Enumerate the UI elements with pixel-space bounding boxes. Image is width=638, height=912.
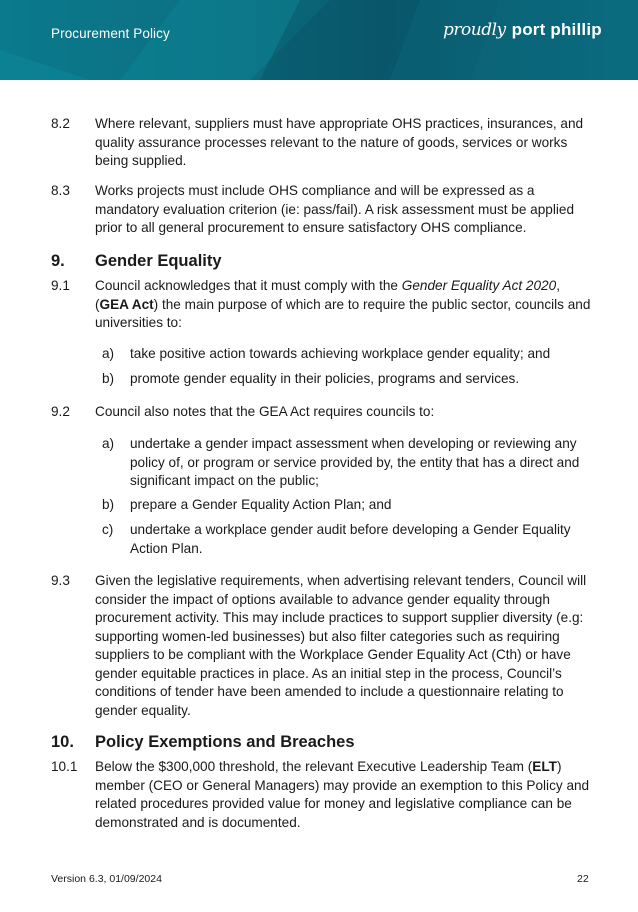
act-abbreviation: GEA Act: [99, 296, 154, 312]
clause-text: Below the $300,000 threshold, the relevant Executive Leadership Team (ELT) member (CEO or General Managers) may provide an exemption to this Policy and related procedures provided value for money and legislative compliance can be demonstrated and is documented.: [95, 759, 590, 830]
clause-number: 8.3: [51, 183, 70, 198]
clause-number: 9.1: [51, 278, 70, 293]
page-number: 22: [577, 873, 589, 885]
page-header-band: [0, 0, 638, 80]
heading-title: Gender Equality: [95, 252, 222, 270]
logo-bold-text: port phillip: [511, 20, 602, 39]
logo-script-text: proudly: [443, 20, 506, 40]
version-footer: Version 6.3, 01/09/2024: [51, 873, 162, 885]
clause-number: 8.2: [51, 116, 70, 131]
clause-text: Works projects must include OHS compliance and will be expressed as a mandatory evaluation criterion (ie: pass/fail). A risk assessment must be applied prior to all general procurement to ensure satisfactory OHS compliance.: [95, 183, 575, 235]
clause-text: Where relevant, suppliers must have appropriate OHS practices, insurances, and quality assurance processes relevant to the nature of goods, services or works being supplied.: [95, 116, 584, 168]
act-name: Gender Equality Act 2020: [401, 278, 557, 293]
clause-number: 9.3: [51, 573, 70, 588]
clause-text: Given the legislative requirements, when advertising relevant tenders, Council will consider the impact of options available to advance gender equality through procurement activity. This may include practices to support supplier diversity (e.g: supporting women-led businesses) but also filter categories such as requiring suppliers to be compliant with the Workplace Gender Equality Act (Cth) or have gender equitable practices in place. As an initial step in the process, Council’s conditions of tender have been amended to include a questionnaire relating to gender equality.: [95, 573, 587, 718]
clause-text: Council also notes that the GEA Act requires councils to:: [95, 404, 435, 419]
council-logo: [443, 20, 602, 40]
heading-number: 9.: [51, 252, 65, 270]
clause-number: 10.1: [51, 759, 78, 774]
clause-text: Council acknowledges that it must comply with the Gender Equality Act 2020, (GEA Act) the main purpose of which are to require the public sector, councils and universities to:: [95, 278, 591, 330]
clause-number: 9.2: [51, 404, 70, 419]
heading-number: 10.: [51, 733, 74, 751]
heading-title: Policy Exemptions and Breaches: [95, 733, 355, 751]
elt-abbreviation: ELT: [532, 759, 557, 774]
document-title: Procurement Policy: [51, 26, 170, 41]
